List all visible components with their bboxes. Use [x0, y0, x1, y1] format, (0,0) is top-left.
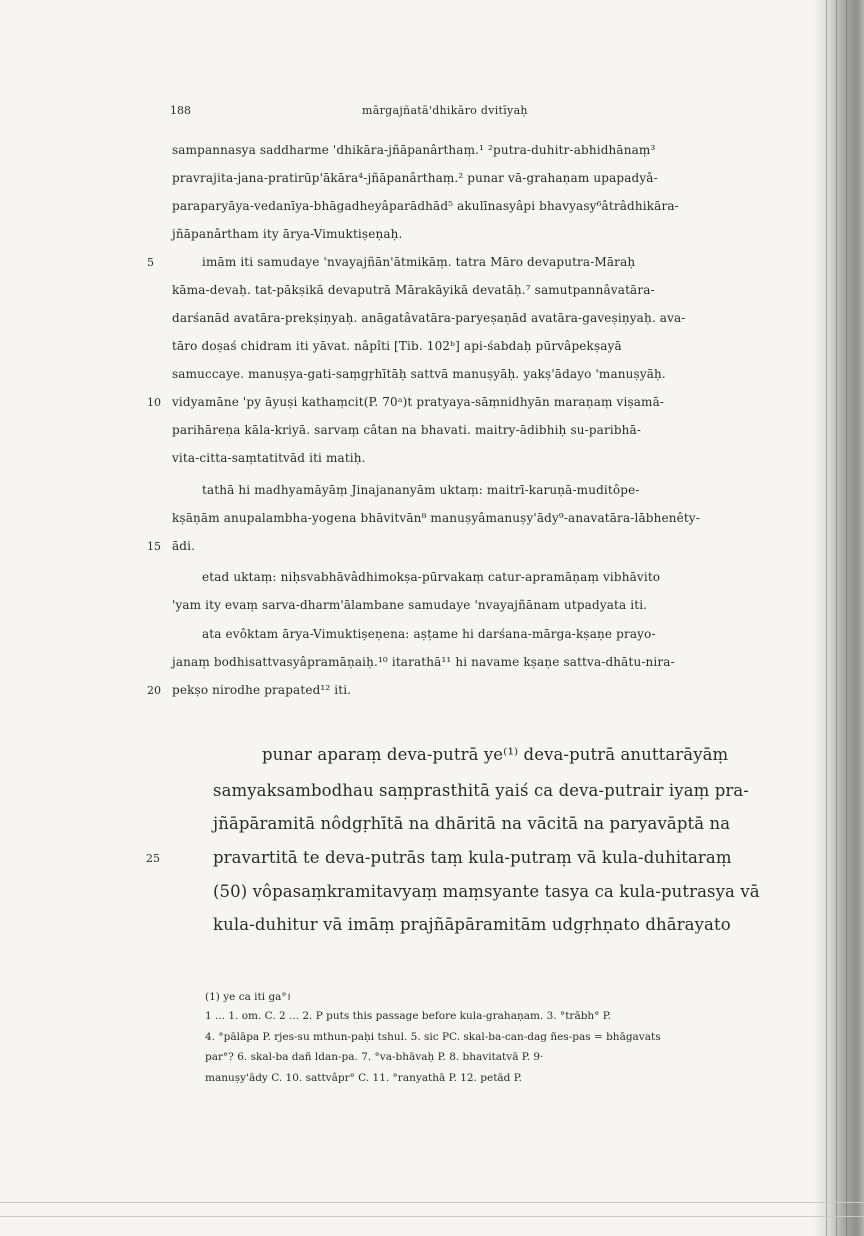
footnote-line: (1) ye ca iti ga°। — [205, 991, 291, 1003]
binding-streak — [846, 0, 847, 1236]
commentary-line: ata evôktam ārya-Vimuktiṣeṇena: aṣṭame hi darśana-mārga-kṣaṇe prayo- — [202, 627, 656, 641]
line-number: 5 — [147, 256, 154, 269]
page-bottom-edge — [0, 1202, 864, 1203]
line-number: 15 — [147, 540, 161, 553]
line-number: 25 — [146, 852, 160, 865]
commentary-line: 'yam ity evaṃ sarva-dharm'ālambane samudaye 'nvayajñānam utpadyata iti. — [172, 598, 648, 612]
commentary-line: darśanād avatāra-prekṣiṇyaḥ. anāgatâvatāra-paryeṣaṇād avatāra-gaveṣiṇyaḥ. ava- — [172, 311, 686, 325]
commentary-line: vita-citta-saṃtatitvād iti matiḥ. — [172, 451, 366, 465]
commentary-line: tathā hi madhyamāyāṃ Jinajananyām uktaṃ: maitrī-karuṇā-muditôpe- — [202, 483, 640, 497]
commentary-line: kṣāṇām anupalambha-yogena bhāvitvān⁸ manuṣyâmanuṣy'ādy⁹-anavatāra-lābhenêty- — [172, 511, 700, 525]
book-binding-shadow — [814, 0, 864, 1236]
footnote-line: 4. °pālāpa P. rjes-su mthun-paḥi tshul. 5. sic PC. skal-ba-can-dag ñes-pas = bhāgavats — [205, 1031, 661, 1043]
sutra-line: (50) vôpasaṃkramitavyaṃ maṃsyante tasya ca kula-putrasya vā — [213, 882, 760, 901]
commentary-line: sampannasya saddharme 'dhikāra-jñāpanârthaṃ.¹ ²putra-duhitr-abhidhānaṃ³ — [172, 143, 656, 157]
sutra-line: jñāpāramitā nôdgṛhītā na dhāritā na vācitā na paryavāptā na — [213, 814, 731, 833]
footnote-line: manuṣy'ādy C. 10. sattvâpr° C. 11. °ranyathā P. 12. petād P. — [205, 1072, 523, 1084]
sutra-line: kula-duhitur vā imāṃ prajñāpāramitām udgṛhṇato dhārayato — [213, 915, 731, 934]
footnote-line: 1 ... 1. om. C. 2 ... 2. P puts this passage before kula-grahaṇam. 3. °trābh° P. — [205, 1010, 612, 1022]
commentary-line: ādi. — [172, 539, 196, 553]
sutra-line: pravartitā te deva-putrās taṃ kula-putraṃ vā kula-duhitaraṃ — [213, 848, 732, 867]
line-number: 20 — [147, 684, 161, 697]
footnote-line: par°? 6. skal-ba dañ ldan-pa. 7. °va-bhāvaḥ P. 8. bhavitatvā P. 9· — [205, 1051, 544, 1063]
commentary-line: parihāreṇa kāla-kriyā. sarvaṃ câtan na bhavati. maitry-ādibhiḥ su-paribhā- — [172, 423, 642, 437]
page-number: 188 — [170, 104, 191, 117]
sutra-line: samyaksambodhau saṃprasthitā yaiś ca deva-putrair iyaṃ pra- — [213, 781, 749, 800]
commentary-line: paraparyāya-vedanīya-bhāgadheyâparādhād⁵ akulīnasyâpi bhavyasy⁶âtrâdhikāra- — [172, 199, 679, 213]
commentary-line: imām iti samudaye 'nvayajñān'ātmikāṃ. tatra Māro devaputra-Māraḥ — [202, 255, 636, 269]
commentary-line: janaṃ bodhisattvasyâpramāṇaiḥ.¹⁰ itarathā¹¹ hi navame kṣaṇe sattva-dhātu-nira- — [172, 655, 675, 669]
page-bottom-edge — [0, 1216, 864, 1217]
commentary-line: samuccaye. manuṣya-gati-saṃgṛhītāḥ sattvā manuṣyāḥ. yakṣ'ādayo 'manuṣyāḥ. — [172, 367, 666, 381]
running-head: mārgajñatā'dhikāro dvitīyaḥ — [362, 104, 528, 117]
commentary-line: jñāpanârtham ity ārya-Vimuktiṣeṇaḥ. — [172, 227, 403, 241]
commentary-line: tāro doṣaś chidram iti yāvat. nâpîti [Tib. 102ᵇ] api-śabdaḥ pūrvâpekṣayā — [172, 339, 622, 353]
line-number: 10 — [147, 396, 161, 409]
commentary-line: kāma-devaḥ. tat-pākṣikā devaputrā Mārakāyikā devatāḥ.⁷ samutpannâvatāra- — [172, 283, 655, 297]
sutra-line: punar aparaṃ deva-putrā ye⁽¹⁾ deva-putrā anuttarāyāṃ — [262, 745, 729, 764]
binding-streak — [836, 0, 837, 1236]
commentary-line: pekṣo nirodhe prapated¹² iti. — [172, 683, 352, 697]
commentary-line: etad uktaṃ: niḥsvabhāvâdhimokṣa-pūrvakaṃ catur-apramāṇaṃ vibhāvito — [202, 570, 661, 584]
commentary-line: pravrajita-jana-pratirūp'ākāra⁴-jñāpanârthaṃ.² punar vā-grahaṇam upapadyâ- — [172, 171, 658, 185]
commentary-line: vidyamāne 'py āyuṣi kathaṃcit(P. 70ᵃ)t pratyaya-sāṃnidhyān maraṇaṃ viṣamā- — [172, 395, 665, 409]
binding-streak — [826, 0, 827, 1236]
